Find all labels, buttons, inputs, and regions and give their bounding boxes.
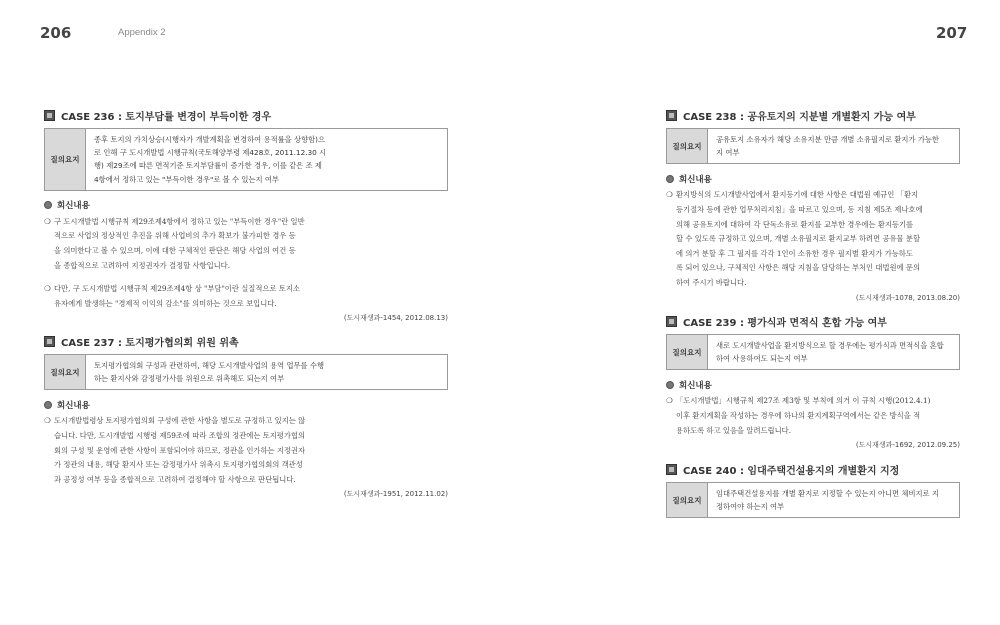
answer-heading: 회신내용 <box>666 172 960 185</box>
page-number: 207 <box>936 24 968 42</box>
answer-heading: 회신내용 <box>44 199 448 212</box>
case-marker-icon <box>666 110 677 121</box>
question-label: 질의요지 <box>45 355 86 389</box>
answer-heading: 회신내용 <box>44 398 448 411</box>
case-title: CASE 236 : 토지부담률 변경이 부득이한 경우 <box>44 108 448 122</box>
case-title: CASE 238 : 공유토지의 지분별 개별환지 가능 여부 <box>666 108 960 122</box>
question-text: 새로 도시개발사업을 환지방식으로 할 경우에는 평가식과 면적식을 혼합 하여 사용하여도 되는지 여부 <box>716 341 944 364</box>
question-text: 종후 토지의 가치상승(시행자가 개발계획을 변경하여 용적률을 상향함)으 로 인해 구 도시개발법 시행규칙(국토해양부령 제428호, 2011.12.30 시 행) 제29조에 따른 면적기준 토지부담률이 증가한 경우, 이를 같은 조 제 4항에서 정하고 있는 "부득이한 경우"로 볼 수 있는지 여부 <box>94 135 327 184</box>
question-box <box>666 334 960 370</box>
case-marker-icon <box>666 464 677 475</box>
answer-item: ❍ 다만, 구 도시개발법 시행규칙 제29조제4항 상 "부담"이란 실질적으로 토지소 유자에게 발생하는 "경제적 이익의 감소"를 의미하는 것으로 보입니다. <box>44 282 448 311</box>
answer-item: ❍ 구 도시개발법 시행규칙 제29조제4항에서 정하고 있는 "부득이한 경우"란 일반 적으로 사업의 정상적인 추진을 위해 사업비의 추가 확보가 불가피한 경우 등 을 의미한다고 볼 수 있으며, 이에 대한 구체적인 판단은 해당 사업의 여건 등 을 종합적으로 고려하여 지정권자가 결정할 사항입니다. <box>44 215 448 273</box>
circle-bullet-icon: ❍ <box>44 416 51 426</box>
case-238 <box>666 108 960 303</box>
answer-item: ❍ 「도시개발법」시행규칙 제27조 제3항 및 부칙에 의거 이 규칙 시행(2012.4.1) 이후 환지계획을 작성하는 경우에 하나의 환지계획구역에서는 같은 방식을 적 용하도록 하고 있음을 알려드립니다. <box>666 394 960 438</box>
circle-bullet-icon: ❍ <box>666 190 673 200</box>
question-box <box>666 128 960 164</box>
question-box <box>666 482 960 518</box>
case-title: CASE 240 : 임대주택건설용지의 개별환지 지정 <box>666 462 960 476</box>
case-236 <box>44 108 448 323</box>
question-label: 질의요지 <box>667 335 708 369</box>
case-239 <box>666 314 960 450</box>
case-240 <box>666 462 960 518</box>
case-title: CASE 237 : 토지평가협의회 위원 위촉 <box>44 334 448 348</box>
answer-bullet-icon <box>44 401 52 409</box>
circle-bullet-icon: ❍ <box>44 284 51 294</box>
answer-heading: 회신내용 <box>666 378 960 391</box>
case-237 <box>44 334 448 499</box>
question-box <box>44 354 448 390</box>
circle-bullet-icon: ❍ <box>666 396 673 406</box>
running-head: Appendix 2 <box>118 27 166 38</box>
question-box <box>44 128 448 191</box>
reference: (도시재생과-1951, 2012.11.02) <box>343 490 448 499</box>
question-text: 공유토지 소유자가 해당 소유지분 만큼 개별 소유필지로 환지가 가능한 지 여부 <box>716 135 939 158</box>
answer-item: ❍ 도시개발법령상 토지평가협의회 구성에 관한 사항을 별도로 규정하고 있지는 않 습니다. 다만, 도시개발법 시행령 제59조에 따라 조합의 정관에는 토지평가협의 회의 구성 및 운영에 관한 사항이 포함되어야 하므로, 정관을 인가하는 지정권자 가 정관의 내용, 해당 환지사 또는 감정평가사 위촉시 토지평가협의회의 객관성 과 공정성 여부 등을 종합적으로 고려하여 결정해야 할 사항으로 판단됩니다. <box>44 414 448 487</box>
answer-bullet-icon <box>666 381 674 389</box>
case-marker-icon <box>666 316 677 327</box>
question-text: 토지평가협의회 구성과 관련하여, 해당 도시개발사업의 용역 업무를 수행 하는 환지사와 감정평가사를 위원으로 위촉해도 되는지 여부 <box>94 361 325 384</box>
answer-item: ❍ 환지방식의 도시개발사업에서 환지등기에 대한 사항은 대법원 예규인 「환지 등기절차 등에 관한 업무처리지침」을 따르고 있으며, 동 지침 제5조 제나호에 의해 공유토지에 대하여 각 단독소유로 환지를 교부한 경우에는 환지등기를 할 수 있도록 규정하고 있으며, 개별 소유필지로 환지교부 하려면 공유물 분할 에 의거 분할 후 그 필지를 각각 1인이 소유한 경우 필지별 환지가 가능하도 록 되어 있으나, 구체적인 사항은 해당 지침을 담당하는 부처인 대법원에 문의 하여 주시기 바랍니다. <box>666 188 960 290</box>
question-label: 질의요지 <box>667 483 708 517</box>
question-label: 질의요지 <box>667 129 708 163</box>
question-label: 질의요지 <box>45 129 86 190</box>
case-marker-icon <box>44 110 55 121</box>
answer-bullet-icon <box>666 175 674 183</box>
reference: (도시재생과-1078, 2013.08.20) <box>855 293 960 302</box>
case-marker-icon <box>44 336 55 347</box>
right-page <box>500 0 1000 625</box>
reference: (도시재생과-1454, 2012.08.13) <box>343 314 448 323</box>
page-number: 206 <box>40 24 72 42</box>
case-title: CASE 239 : 평가식과 면적식 혼합 가능 여부 <box>666 314 960 328</box>
circle-bullet-icon: ❍ <box>44 216 51 226</box>
reference: (도시재생과-1692, 2012.09.25) <box>855 441 960 450</box>
answer-bullet-icon <box>44 201 52 209</box>
question-text: 임대주택건설용지를 개별 환지로 지정할 수 있는지 아니면 체비지로 지 정하여야 하는지 여부 <box>716 489 939 512</box>
